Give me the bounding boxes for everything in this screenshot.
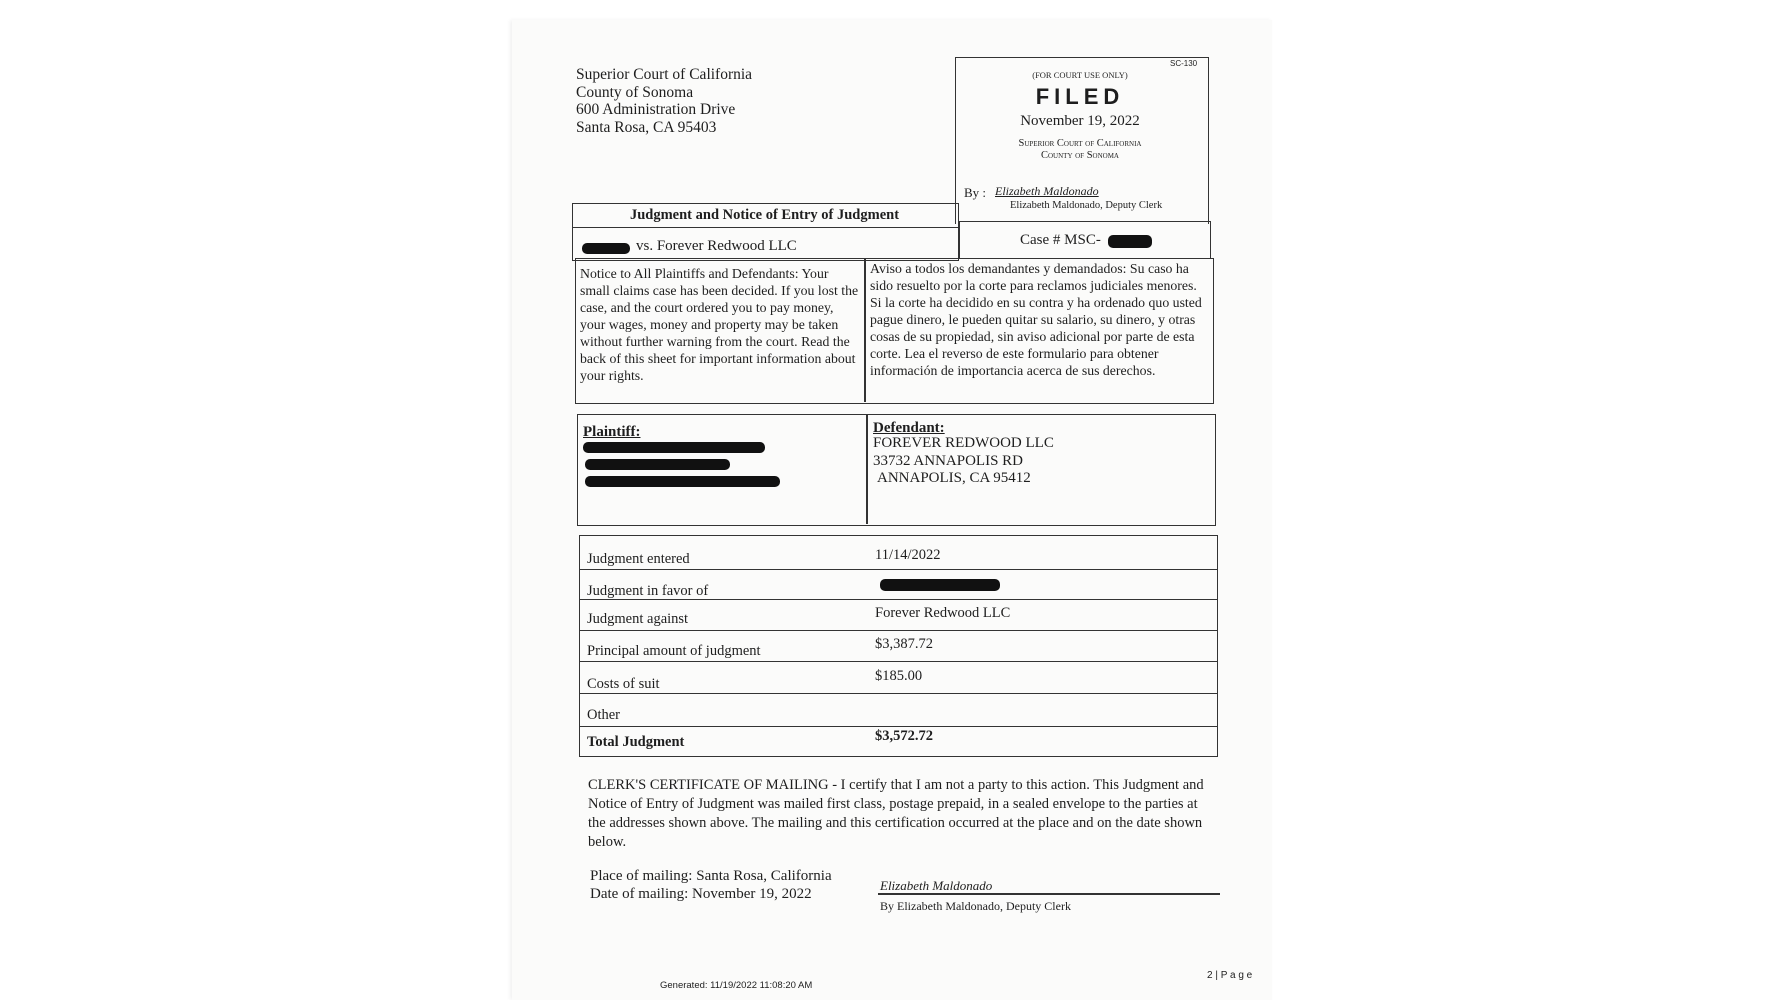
filed-date: November 19, 2022 <box>1020 113 1140 129</box>
row-label: Costs of suit <box>587 676 660 692</box>
row-label: Principal amount of judgment <box>587 643 761 659</box>
form-id: SC-130 <box>1170 59 1198 68</box>
generated-timestamp: Generated: 11/19/2022 11:08:20 AM <box>660 980 813 991</box>
redaction-case-number <box>1108 235 1152 248</box>
row-value: Forever Redwood LLC <box>875 605 1011 621</box>
defendant-name: FOREVER REDWOOD LLC <box>873 435 1054 451</box>
row-value: $185.00 <box>875 668 923 684</box>
case-number: Case # MSC- <box>1020 232 1101 248</box>
table-row <box>580 599 1217 631</box>
page-number: 2 | P a g e <box>1207 970 1253 981</box>
court-address <box>576 66 752 136</box>
redaction-plaintiff-line1 <box>583 442 765 453</box>
court-county: County of Sonoma <box>576 83 694 101</box>
document-title: Judgment and Notice of Entry of Judgment <box>629 207 900 223</box>
clerk-name: Elizabeth Maldonado, Deputy Clerk <box>1010 200 1163 211</box>
court-city: Santa Rosa, CA 95403 <box>576 118 717 136</box>
row-label: Other <box>587 707 621 723</box>
filed-court <box>960 138 1200 162</box>
row-label: Judgment against <box>587 611 689 627</box>
plaintiff-label: Plaintiff: <box>583 424 641 440</box>
court-name: Superior Court of California <box>576 66 753 83</box>
table-row <box>580 630 1217 662</box>
mailing-info <box>590 868 832 903</box>
filed-court-line2: County of Sonoma <box>1041 150 1119 161</box>
table-row <box>580 536 1217 570</box>
row-label: Judgment in favor of <box>587 583 709 599</box>
vs-caption: vs. Forever Redwood LLC <box>636 238 797 254</box>
clerk-signature: Elizabeth Maldonado <box>995 184 1099 198</box>
mailing-place: Place of mailing: Santa Rosa, California <box>590 868 832 884</box>
row-label: Judgment entered <box>587 551 690 567</box>
table-row <box>580 726 1217 756</box>
notice-spanish: Aviso a todos los demandantes y demandados: Su caso ha sido resuelto por la corte para reclamos judiciales menores. Si la corte ha decidido en su contra y ha ordenado quo usted pague dinero, le pueden quitar su salario, su dinero, y otras cosas de su propiedad, sin aviso adicional por parte de esta corte. Lea el reverso de este formulario para obtener información de importancia acerca de sus derechos. <box>870 261 1202 378</box>
defendant-label: Defendant: <box>873 420 945 436</box>
notice-english: Notice to All Plaintiffs and Defendants: Your small claims case has been decided. If you lost the case, and the court ordered you to pay money, your wages, money and property may be taken without further warning from the court. Read the back of this sheet for important information about your rights. <box>580 266 859 383</box>
signature-line <box>878 893 1220 895</box>
mailing-date: Date of mailing: November 19, 2022 <box>590 885 812 902</box>
table-row <box>580 693 1217 727</box>
clerk-certificate: CLERK'S CERTIFICATE OF MAILING - I certify that I am not a party to this action. This Judgment and Notice of Entry of Judgment was mailed first class, postage prepaid, in a sealed envelope to the parties at the addresses shown above. The mailing and this certification occurred at the place and on the date shown below. <box>588 777 1204 850</box>
defendant-street: 33732 ANNAPOLIS RD <box>873 452 1024 469</box>
row-value: $3,572.72 <box>875 728 933 744</box>
judgment-table <box>579 535 1218 757</box>
redaction-plaintiff-line3 <box>585 476 780 487</box>
mailing-by: By Elizabeth Maldonado, Deputy Clerk <box>880 899 1071 913</box>
row-value: 11/14/2022 <box>875 547 941 563</box>
redaction-plaintiff-line2 <box>585 459 730 470</box>
court-street: 600 Administration Drive <box>576 101 736 118</box>
table-row <box>580 661 1217 694</box>
redaction-plaintiff-caption <box>582 243 630 254</box>
row-label: Total Judgment <box>587 734 685 750</box>
redaction-judgment-favor <box>880 579 1000 591</box>
filed-heading: FILED <box>1035 84 1125 109</box>
table-row <box>580 569 1217 600</box>
mailing-signature: Elizabeth Maldonado <box>880 878 993 893</box>
row-value: $3,387.72 <box>875 636 933 652</box>
notice-divider <box>864 258 866 402</box>
by-label: By : <box>964 185 987 200</box>
court-use-label: (FOR COURT USE ONLY) <box>1032 70 1128 80</box>
defendant-address <box>873 435 1054 488</box>
defendant-city: ANNAPOLIS, CA 95412 <box>877 470 1031 486</box>
filed-court-line1: Superior Court of California <box>1018 138 1142 149</box>
parties-divider <box>866 414 868 524</box>
